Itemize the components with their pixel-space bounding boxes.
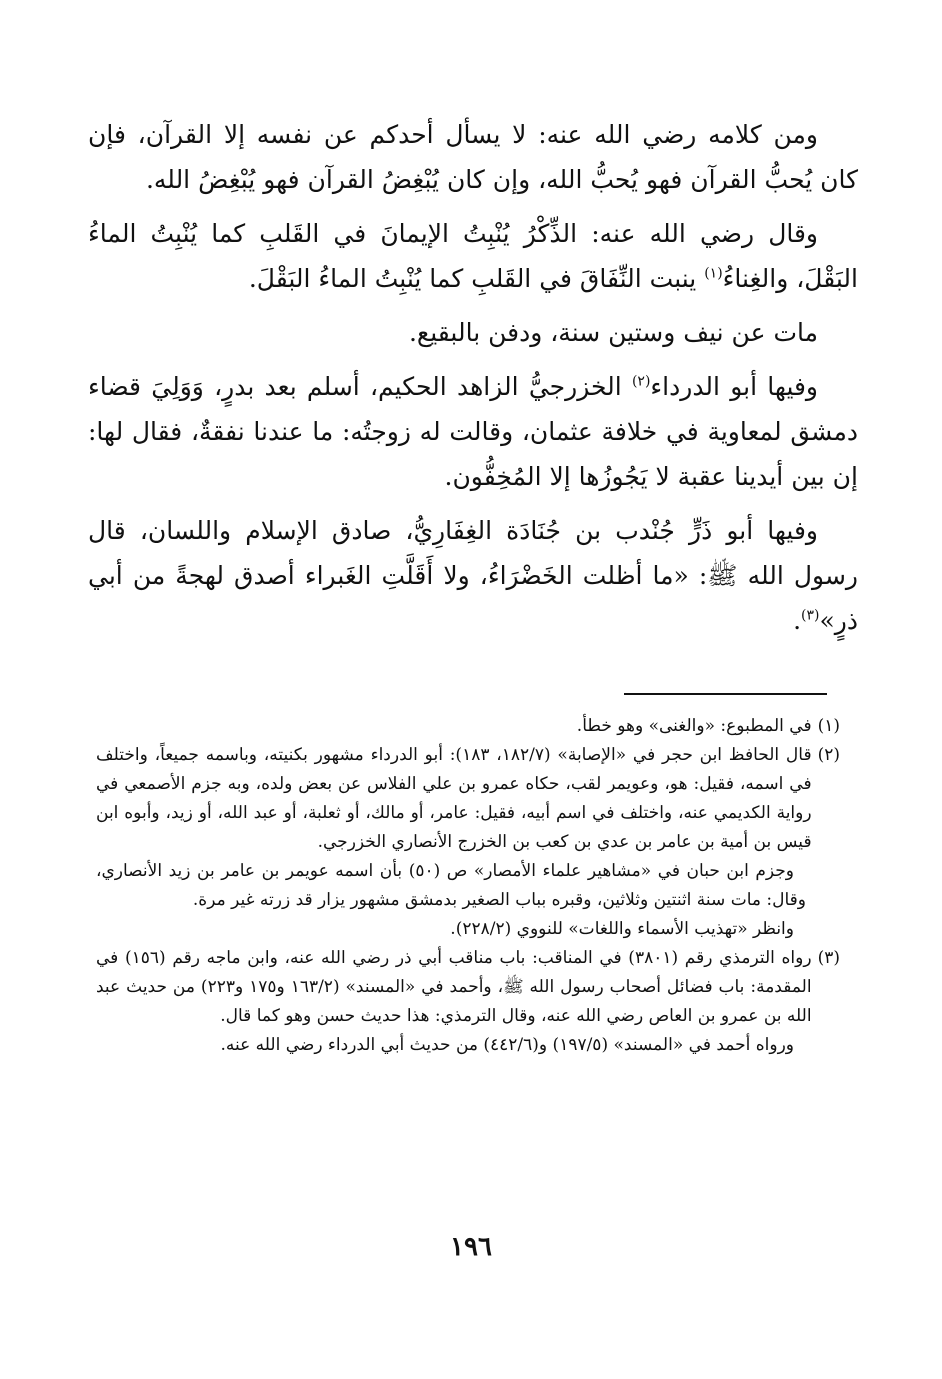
footnote-1-number: (١): [817, 716, 840, 736]
paragraph-3: [88, 310, 858, 355]
footnote-2-continuation-1: وجزم ابن حبان في «مشاهير علماء الأمصار» ص (٥٠) بأن اسمه عويمر بن عامر بن زيد الأنصاري، وقال: مات سنة اثنتين وثلاثين، وقبره بباب الصغير بدمشق مشهور يزار قد زرته غير مرة.: [96, 861, 806, 910]
paragraph-5: [88, 508, 858, 643]
paragraph-2-text-after: ينبت النِّفَاقَ في القَلبِ كما يُنْبِتُ الماءُ البَقْلَ.: [248, 264, 705, 293]
paragraph-2: [88, 211, 858, 301]
footnote-1: [96, 712, 840, 741]
page-number: ١٩٦: [450, 1232, 492, 1262]
paragraph-5-text-after: .: [793, 606, 802, 635]
main-text: [88, 112, 858, 652]
paragraph-4: [88, 364, 858, 499]
paragraph-3-text: مات عن نيف وستين سنة، ودفن بالبقيع.: [408, 318, 818, 347]
footnote-ref-2[interactable]: (٢): [631, 373, 651, 390]
paragraph-5-text: وفيها أبو ذَرٍّ جُنْدب بن جُنَادَة الغِفَارِيُّ، صادق الإسلام واللسان، قال رسول الله ﷺ: «ما أظلت الخَضْرَاءُ، ولا أَقَلَّتِ الغَبراء أصدق لهجةً من أبي ذرٍ»: [88, 516, 858, 635]
footnote-1-text: في المطبوع: «والغنى» وهو خطأ.: [576, 716, 812, 736]
footnote-ref-1[interactable]: (١): [704, 265, 723, 282]
footnote-divider: [624, 693, 827, 695]
paragraph-4-text-after: الخزرجيُّ الزاهد الحكيم، أسلم بعد بدرٍ، وَوَلِيَ قضاء دمشق لمعاوية في خلافة عثمان، وقالت له زوجتُه: ما عندنا نفقةٌ، فقال لها: إن بين أيدينا عقبة لا يَجُوزُها إلا المُخِفُّون.: [88, 372, 858, 491]
footnote-2-continuation-2: وانظر «تهذيب الأسماء واللغات» للنووي (٢٢٨/٢).: [450, 919, 794, 939]
footnote-3-continuation-1: ورواه أحمد في «المسند» (١٩٧/٥) و(٤٤٢/٦) من حديث أبي الدرداء رضي الله عنه.: [220, 1035, 794, 1055]
footnote-3: [96, 944, 840, 1031]
paragraph-2-text: وقال رضي الله عنه: الذِّكْرُ يُنْبِتُ الإيمانَ في القَلبِ كما يُنْبِتُ الماءُ البَقْلَ، والغِناءُ: [88, 219, 858, 293]
paragraph-4-text: وفيها أبو الدرداء: [650, 372, 819, 401]
paragraph-1-text: ومن كلامه رضي الله عنه: لا يسأل أحدكم عن نفسه إلا القرآن، فإن كان يُحبُّ القرآن فهو يُحبُّ الله، وإن كان يُبْغِضُ القرآن فهو يُبْغِضُ الله.: [88, 120, 858, 194]
footnote-ref-3[interactable]: (٣): [801, 607, 820, 624]
paragraph-1: [88, 112, 858, 202]
footnotes-section: [96, 712, 840, 1060]
footnote-2: [96, 741, 840, 857]
footnote-2-number: (٢): [817, 745, 840, 765]
footnote-3-text: رواه الترمذي رقم (٣٨٠١) في المناقب: باب مناقب أبي ذر رضي الله عنه، وابن ماجه رقم (١٥٦) في المقدمة: باب فضائل أصحاب رسول الله ﷺ، وأحمد في «المسند» (١٦٣/٢ و١٧٥ و٢٢٣) من حديث عبد الله بن عمرو بن العاص رضي الله عنه، وقال الترمذي: هذا حديث حسن وهو كما قال.: [96, 948, 812, 1026]
footnote-2-text: قال الحافظ ابن حجر في «الإصابة» (١٨٢/٧، ١٨٣): أبو الدرداء مشهور بكنيته، وباسمه جميعاً، واختلف في اسمه، فقيل: هو، وعويمر لقب، حكاه عمرو بن علي الفلاس عن بعض ولده، وبه جزم الأصمعي في رواية الكديمي عنه، واختلف في اسم أبيه، فقيل: عامر، أو مالك، أو ثعلبة، أو عبد الله، أو زيد، وأبوه ابن قيس بن أمية بن عامر بن عدي بن كعب بن الخزرج الأنصاري الخزرجي.: [96, 745, 812, 852]
footnote-3-number: (٣): [817, 948, 840, 968]
